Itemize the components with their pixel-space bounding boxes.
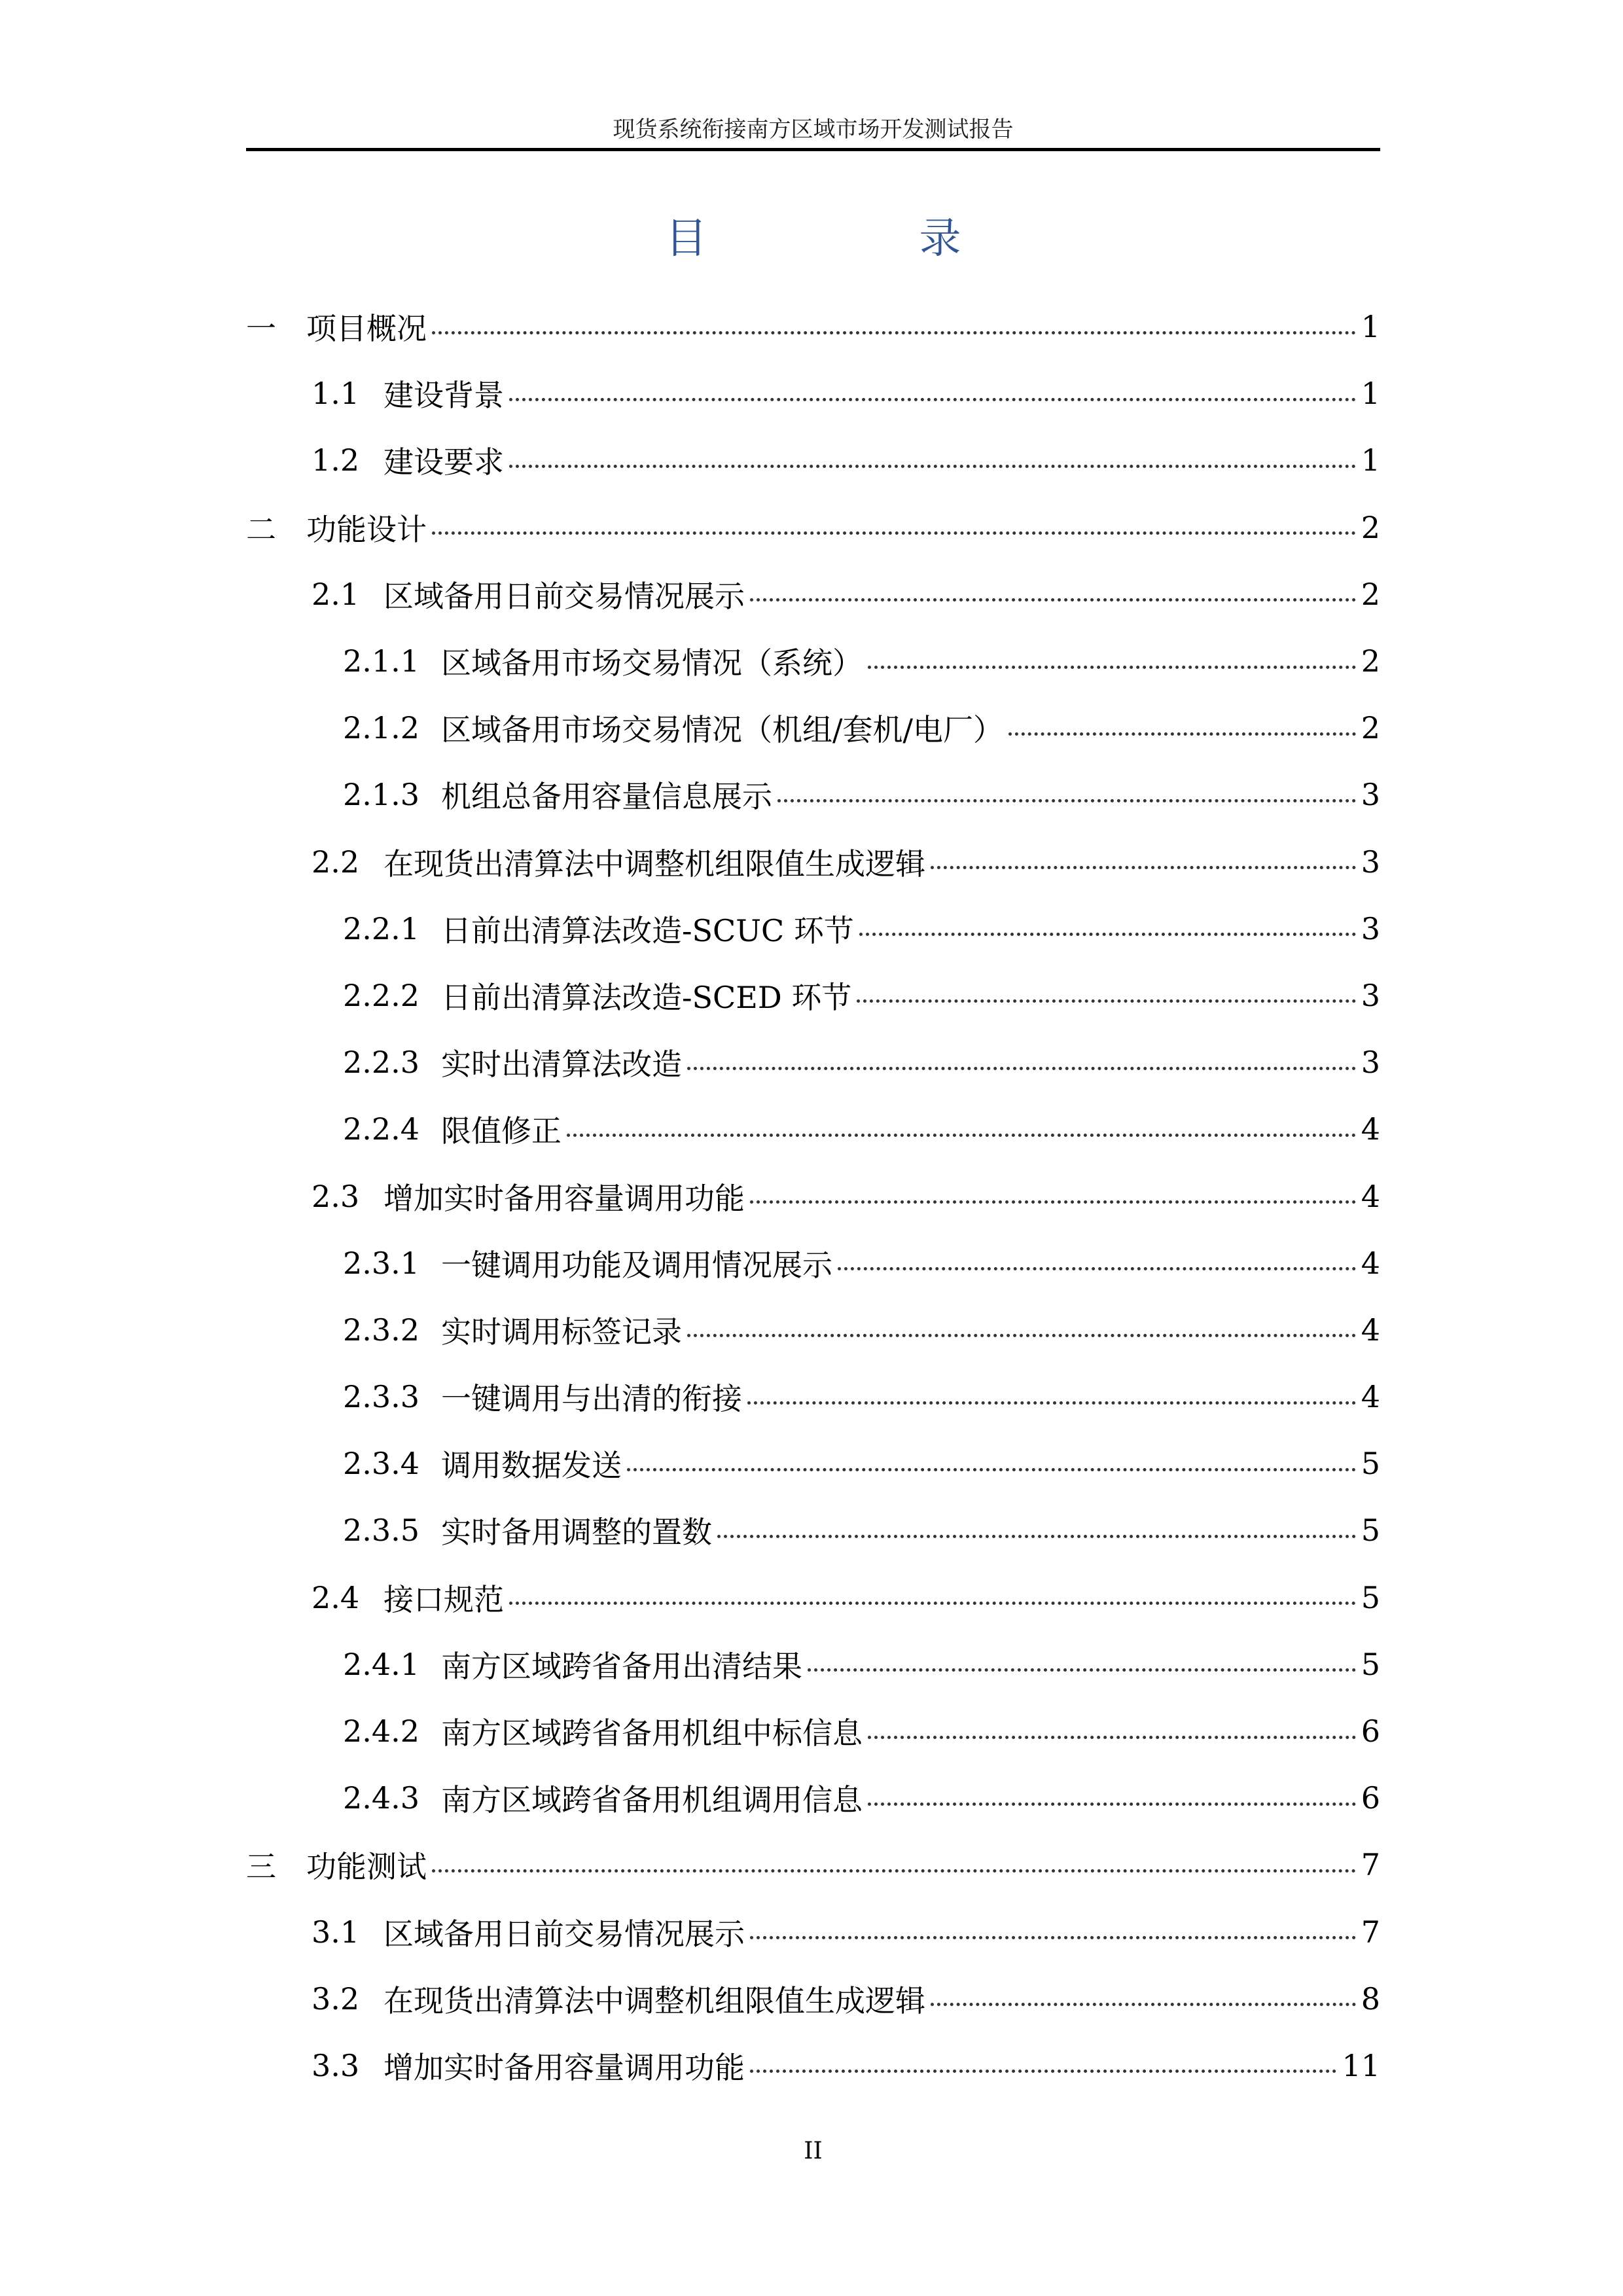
toc-entry[interactable] (246, 1564, 1380, 1631)
toc-dot-leader (509, 465, 1356, 468)
toc-entry[interactable] (246, 1363, 1380, 1430)
toc-entry-page: 2 (1361, 710, 1380, 746)
toc-entry[interactable] (246, 761, 1380, 828)
toc-entry-label: 实时备用调整的置数 (441, 1515, 712, 1551)
toc-dot-leader (687, 1067, 1356, 1070)
toc-entry-label: 区域备用市场交易情况（系统） (441, 645, 863, 681)
toc-dot-leader (750, 1936, 1356, 1939)
toc-entry[interactable] (246, 293, 1380, 360)
toc-entry-page: 8 (1361, 1981, 1380, 2017)
toc-entry-label: 南方区域跨省备用机组调用信息 (441, 1782, 863, 1818)
toc-entry-number: 2.3.3 (343, 1379, 420, 1415)
toc-dot-leader (750, 2070, 1336, 2073)
toc-entry-number: 2.2.4 (343, 1111, 420, 1147)
toc-entry-label: 增加实时备用容量调用功能 (383, 2049, 745, 2085)
toc-dot-leader (931, 2003, 1356, 2006)
toc-entry-label: 南方区域跨省备用机组中标信息 (441, 1715, 863, 1751)
toc-entry-page: 1 (1361, 442, 1380, 478)
toc-entry-page: 4 (1361, 1245, 1380, 1281)
toc-entry-number: 一 (246, 311, 276, 347)
toc-dot-leader (509, 1602, 1356, 1605)
toc-entry-number: 3.3 (312, 2047, 360, 2083)
toc-entry[interactable] (246, 895, 1380, 962)
toc-entry-number: 2.4.3 (343, 1780, 420, 1816)
toc-entry[interactable] (246, 1297, 1380, 1363)
toc-entry-label: 日前出清算法改造-SCUC 环节 (441, 912, 854, 948)
toc-entry-number: 2.3.5 (343, 1513, 420, 1549)
toc-entry-number: 2.1 (312, 576, 360, 612)
toc-dot-leader (931, 866, 1356, 869)
toc-entry[interactable] (246, 1430, 1380, 1497)
toc-dot-leader (838, 1267, 1356, 1270)
toc-entry-number: 2.4.1 (343, 1646, 420, 1682)
toc-entry-page: 4 (1361, 1312, 1380, 1348)
toc-title: 目 录 (665, 215, 1046, 263)
toc-entry-number: 1.1 (312, 376, 360, 412)
toc-entry-label: 区域备用日前交易情况展示 (383, 1916, 745, 1952)
toc-entry-number: 2.2.3 (343, 1045, 420, 1081)
toc-entry-number: 三 (246, 1849, 276, 1885)
toc-entry-page: 6 (1361, 1713, 1380, 1749)
toc-entry-page: 3 (1361, 844, 1380, 880)
header-rule (246, 148, 1380, 151)
toc-dot-leader (432, 531, 1356, 535)
toc-entry-page: 11 (1342, 2047, 1380, 2083)
toc-entry-page: 4 (1361, 1379, 1380, 1415)
toc-entry-label: 南方区域跨省备用出清结果 (441, 1648, 802, 1684)
toc-entry-page: 7 (1361, 1914, 1380, 1950)
toc-entry-number: 2.3 (312, 1178, 360, 1214)
toc-dot-leader (857, 999, 1355, 1003)
toc-entry-page: 2 (1361, 509, 1380, 545)
toc-entry-page: 1 (1361, 309, 1380, 345)
toc-entry-label: 区域备用日前交易情况展示 (383, 578, 745, 614)
toc-dot-leader (808, 1668, 1356, 1672)
toc-entry-page: 4 (1361, 1178, 1380, 1214)
toc-entry-number: 3.2 (312, 1981, 360, 2017)
toc-entry-number: 2.4.2 (343, 1713, 420, 1749)
toc-entry[interactable] (246, 694, 1380, 761)
toc-entry-label: 实时调用标签记录 (441, 1314, 682, 1350)
toc-dot-leader (859, 933, 1356, 936)
toc-entry[interactable] (246, 628, 1380, 694)
toc-entry-page: 5 (1361, 1579, 1380, 1615)
toc-entry-page: 7 (1361, 1847, 1380, 1883)
toc-entry-label: 建设背景 (383, 378, 504, 414)
toc-dot-leader (750, 1200, 1356, 1204)
toc-entry-number: 2.3.2 (343, 1312, 420, 1348)
toc-dot-leader (747, 1401, 1356, 1405)
toc-entry-label: 一键调用与出清的衔接 (441, 1381, 742, 1417)
toc-entry-label: 接口规范 (383, 1581, 504, 1617)
toc-entry[interactable] (246, 561, 1380, 628)
toc-entry-number: 2.2.1 (343, 910, 420, 946)
toc-entry-page: 2 (1361, 576, 1380, 612)
toc-entry[interactable] (246, 427, 1380, 493)
toc-entry-number: 2.3.4 (343, 1446, 420, 1482)
toc-entry-label: 实时出清算法改造 (441, 1047, 682, 1083)
toc-entry-page: 4 (1361, 1111, 1380, 1147)
toc-dot-leader (868, 1803, 1356, 1806)
toc-entry-number: 2.2 (312, 844, 360, 880)
toc-entry-page: 6 (1361, 1780, 1380, 1816)
toc-entry-label: 机组总备用容量信息展示 (441, 779, 772, 815)
toc-entry[interactable] (246, 1497, 1380, 1564)
toc-entry[interactable] (246, 1162, 1380, 1229)
toc-dot-leader (567, 1134, 1356, 1137)
toc-entry-page: 2 (1361, 643, 1380, 679)
toc-entry[interactable] (246, 1631, 1380, 1698)
toc-entry-page: 5 (1361, 1646, 1380, 1682)
toc-entry-number: 3.1 (312, 1914, 360, 1950)
toc-entry-label: 项目概况 (306, 311, 427, 347)
toc-entry-page: 1 (1361, 376, 1380, 412)
toc-entry-label: 功能设计 (306, 511, 427, 547)
running-header: 现货系统衔接南方区域市场开发测试报告 (613, 117, 1014, 143)
toc-entry-label: 区域备用市场交易情况（机组/套机/电厂） (441, 712, 1003, 748)
toc-dot-leader (687, 1334, 1356, 1337)
toc-entry-label: 限值修正 (441, 1113, 562, 1149)
toc-dot-leader (777, 799, 1356, 802)
toc-entry-page: 3 (1361, 977, 1380, 1013)
toc-dot-leader (717, 1535, 1356, 1538)
toc-entry[interactable] (246, 1765, 1380, 1831)
toc-entry-number: 2.3.1 (343, 1245, 420, 1281)
toc-entry[interactable] (246, 494, 1380, 561)
toc-entry-label: 调用数据发送 (441, 1448, 622, 1484)
toc-entry-label: 增加实时备用容量调用功能 (383, 1180, 745, 1216)
table-of-contents (246, 293, 1380, 2099)
toc-entry-number: 1.2 (312, 442, 360, 478)
toc-entry[interactable] (246, 1096, 1380, 1162)
toc-entry-label: 在现货出清算法中调整机组限值生成逻辑 (383, 846, 925, 882)
toc-entry[interactable] (246, 2032, 1380, 2099)
toc-entry-page: 3 (1361, 910, 1380, 946)
toc-entry-label: 建设要求 (383, 444, 504, 480)
footer-page-number: II (804, 2138, 823, 2164)
toc-entry-number: 2.1.3 (343, 777, 420, 813)
toc-entry[interactable] (246, 1899, 1380, 1965)
toc-dot-leader (1008, 732, 1356, 736)
toc-entry[interactable] (246, 1029, 1380, 1096)
toc-entry[interactable] (246, 1965, 1380, 2032)
toc-dot-leader (432, 331, 1356, 334)
toc-entry[interactable] (246, 962, 1380, 1029)
toc-dot-leader (432, 1869, 1356, 1873)
toc-dot-leader (750, 598, 1356, 601)
toc-entry-number: 二 (246, 511, 276, 547)
toc-entry-label: 功能测试 (306, 1849, 427, 1885)
toc-entry-page: 5 (1361, 1513, 1380, 1549)
toc-entry-number: 2.1.1 (343, 643, 420, 679)
toc-entry-number: 2.1.2 (343, 710, 420, 746)
toc-entry-number: 2.4 (312, 1579, 360, 1615)
toc-dot-leader (509, 398, 1356, 401)
toc-entry-label: 在现货出清算法中调整机组限值生成逻辑 (383, 1982, 925, 2018)
toc-entry[interactable] (246, 360, 1380, 427)
toc-dot-leader (627, 1468, 1356, 1471)
toc-entry-page: 3 (1361, 777, 1380, 813)
toc-entry-label: 日前出清算法改造-SCED 环节 (441, 979, 852, 1015)
toc-entry[interactable] (246, 1698, 1380, 1765)
toc-dot-leader (868, 1736, 1356, 1739)
toc-entry[interactable] (246, 1831, 1380, 1898)
toc-entry[interactable] (246, 829, 1380, 895)
toc-entry-label: 一键调用功能及调用情况展示 (441, 1247, 832, 1283)
toc-entry-page: 3 (1361, 1045, 1380, 1081)
toc-entry-number: 2.2.2 (343, 977, 420, 1013)
toc-entry[interactable] (246, 1230, 1380, 1297)
toc-dot-leader (868, 666, 1356, 669)
toc-entry-page: 5 (1361, 1446, 1380, 1482)
